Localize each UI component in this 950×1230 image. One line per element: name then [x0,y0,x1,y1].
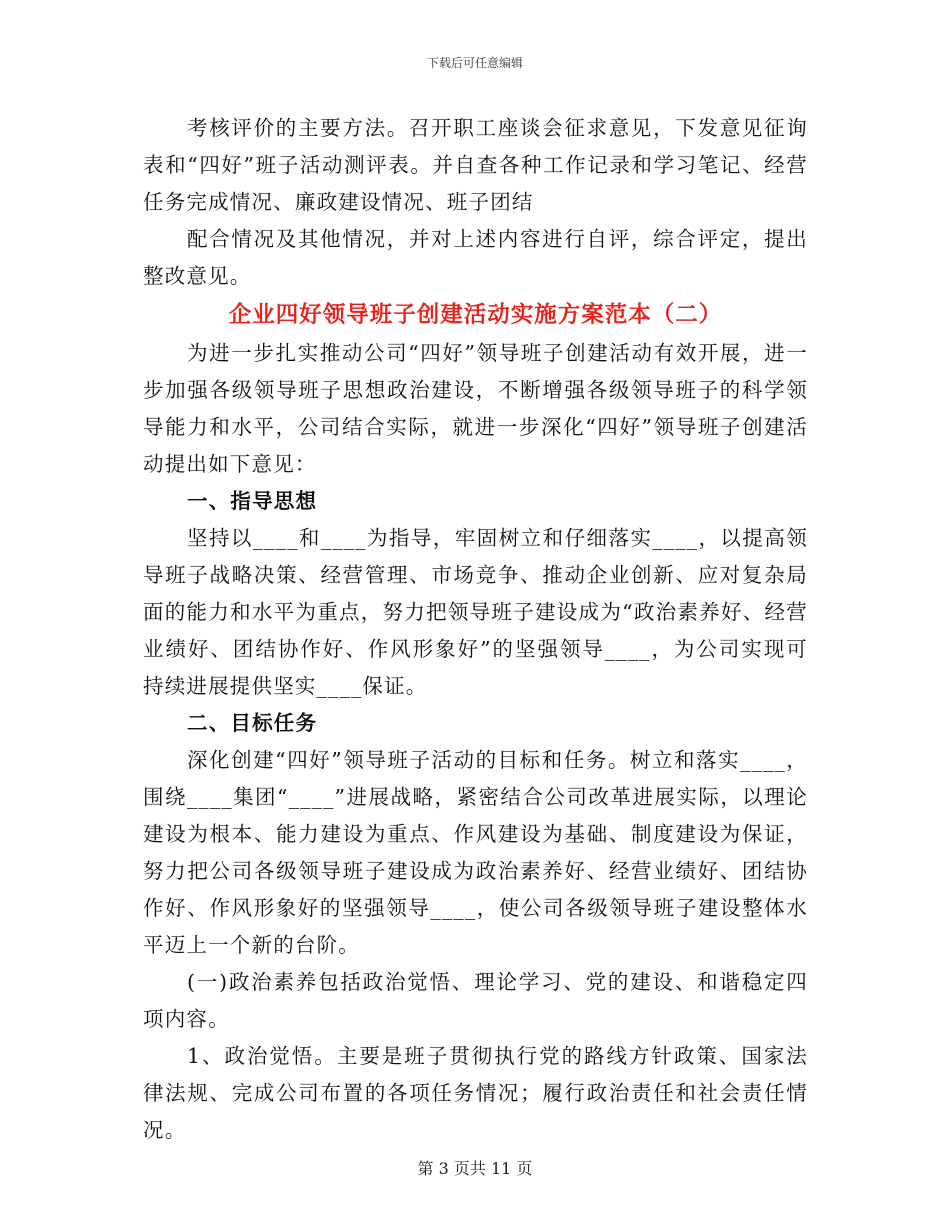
document-body [143,110,808,1149]
section-title: 企业四好领导班子创建活动实施方案范本（二） [228,302,723,328]
paragraph: 坚持以____和____为指导，牢固树立和仔细落实____，以提高领导班子战略决策、经营管理、市场竞争、推动企业创新、应对复杂局面的能力和水平为重点，努力把领导班子建设成为“政治素养好、经营业绩好、团结协作好、作风形象好”的坚强领导____，为公司实现可持续进展提供坚实____保证。 [143,526,808,698]
paragraph: 为进一步扎实推动公司“四好”领导班子创建活动有效开展，进一步加强各级领导班子思想政治建设，不断增强各级领导班子的科学领导能力和水平，公司结合实际，就进一步深化“四好”领导班子创建活动提出如下意见： [143,341,808,476]
paragraph: 深化创建“四好”领导班子活动的目标和任务。树立和落实____，围绕____集团“____”进展战略，紧密结合公司改革进展实际，以理论建设为根本、能力建设为重点、作风建设为基础、制度建设为保证，努力把公司各级领导班子建设成为政治素养好、经营业绩好、团结协作好、作风形象好的坚强领导____，使公司各级领导班子建设整体水平迈上一个新的台阶。 [143,748,808,957]
page-header: 下载后可任意编辑 [426,56,523,70]
page-footer: 第 3 页共 11 页 [417,1159,533,1178]
paragraph: 1、政治觉悟。主要是班子贯彻执行党的路线方针政策、国家法律法规、完成公司布置的各项任务情况；履行政治责任和社会责任情况。 [143,1044,808,1142]
section-heading: 二、目标任务 [187,711,318,735]
paragraph: (一)政治素养包括政治觉悟、理论学习、党的建设、和谐稳定四项内容。 [143,970,808,1031]
section-heading: 一、指导思想 [187,489,318,513]
paragraph: 考核评价的主要方法。召开职工座谈会征求意见，下发意见征询表和“四好”班子活动测评表。并自查各种工作记录和学习笔记、经营任务完成情况、廉政建设情况、班子团结 [143,116,808,214]
paragraph: 配合情况及其他情况，并对上述内容进行自评，综合评定，提出整改意见。 [143,227,808,288]
